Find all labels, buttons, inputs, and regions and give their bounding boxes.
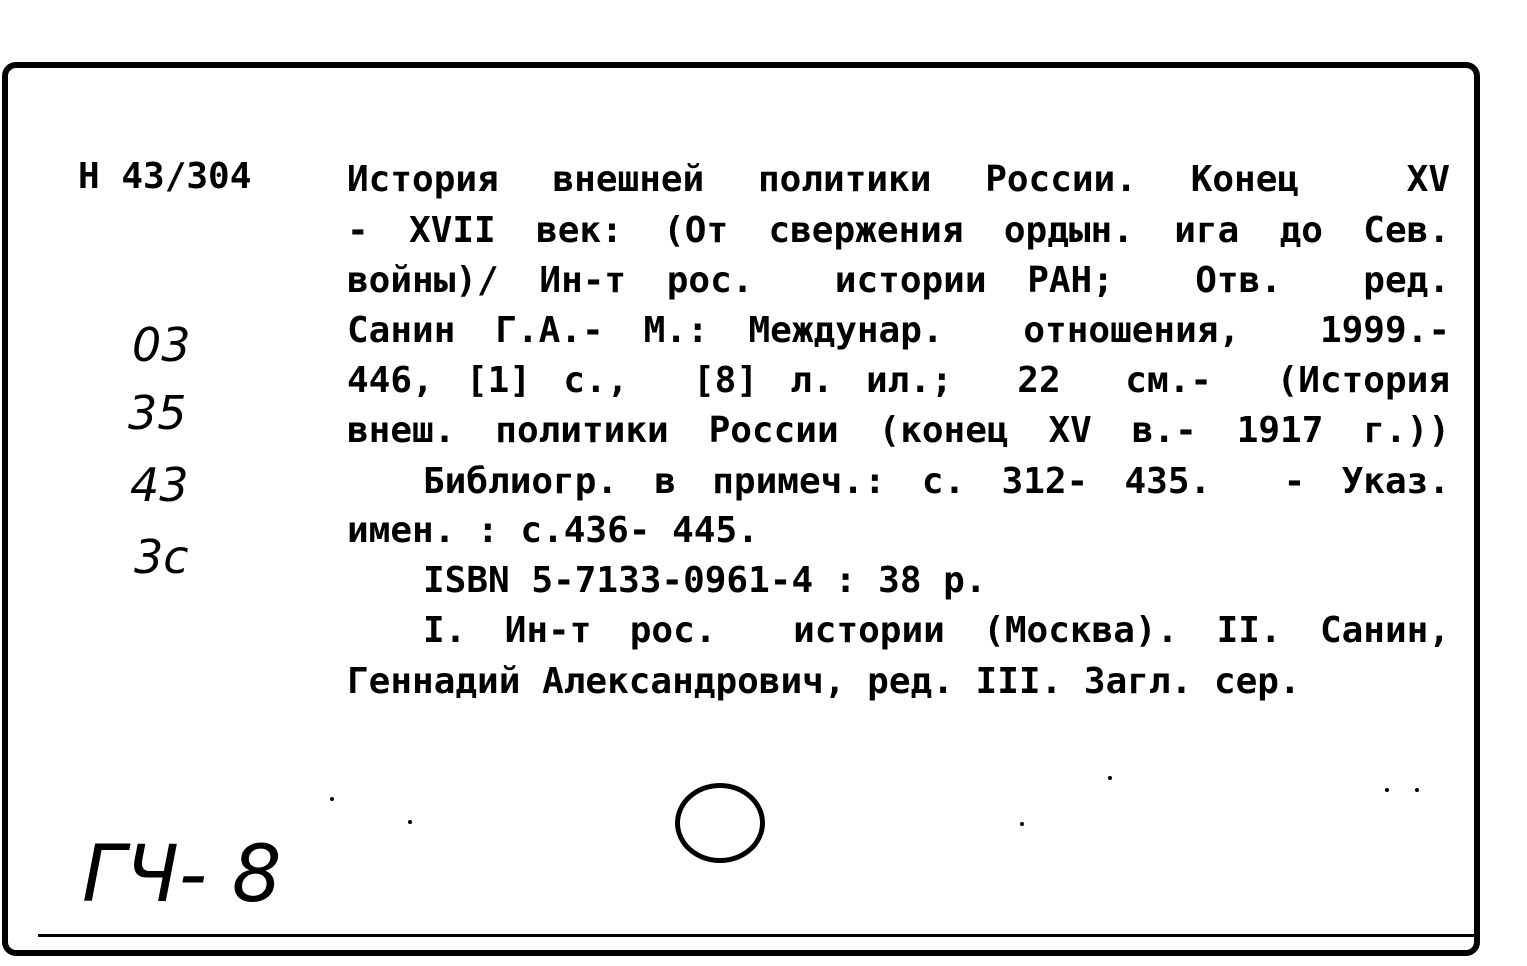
- entry-line-6: внеш. политики России (конец XV в.- 1917 г.)): [347, 410, 1450, 451]
- entry-line-8: имен. : с.436- 445.: [347, 510, 759, 551]
- speck: [408, 820, 412, 824]
- entry-line-4: Санин Г.А.- М.: Междунар. отношения, 1999.-: [347, 310, 1450, 351]
- bottom-handwritten-note: ГЧ- 8: [82, 830, 282, 920]
- speck: [1415, 788, 1419, 792]
- speck: [1020, 822, 1024, 826]
- punch-hole: [675, 783, 765, 863]
- margin-note-4: 3c: [134, 530, 189, 584]
- speck: [1385, 788, 1389, 792]
- entry-line-1: История внешней политики России. Конец XV: [347, 159, 1450, 200]
- entry-line-5: 446, [1] с., [8] л. ил.; 22 см.- (История: [347, 360, 1450, 401]
- speck: [1108, 776, 1112, 780]
- entry-line-11: Геннадий Александрович, ред. III. Загл. сер.: [347, 661, 1301, 702]
- entry-line-7: Библиогр. в примеч.: с. 312- 435. - Указ.: [423, 461, 1450, 502]
- call-number: Н 43/304: [78, 156, 252, 197]
- margin-note-1: 03: [132, 318, 191, 372]
- entry-line-2: - XVII век: (От свержения ордын. ига до Сев.: [347, 210, 1450, 251]
- entry-line-9: ISBN 5-7133-0961-4 : 38 р.: [423, 560, 987, 601]
- entry-line-10: I. Ин-т рос. истории (Москва). II. Санин,: [423, 610, 1450, 651]
- margin-note-2: 35: [128, 386, 187, 440]
- entry-line-3: войны)/ Ин-т рос. истории РАН; Отв. ред.: [347, 260, 1450, 301]
- bottom-rule: [38, 934, 1474, 937]
- margin-note-3: 43: [130, 458, 189, 512]
- speck: [330, 797, 334, 801]
